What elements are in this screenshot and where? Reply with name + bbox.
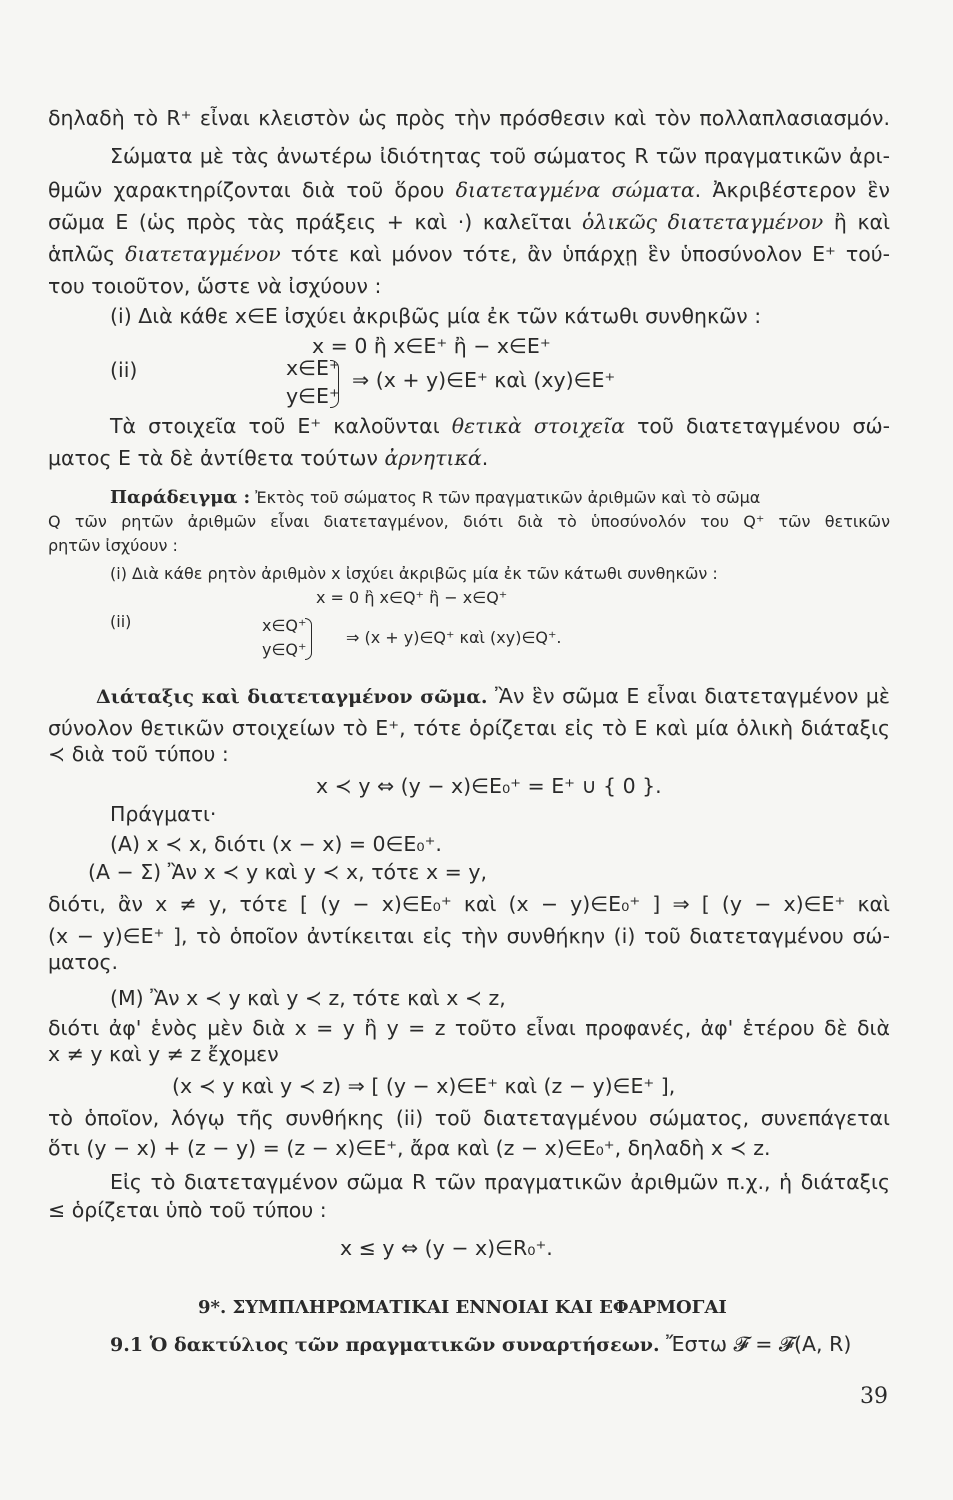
text-line: Πράγματι·: [110, 802, 217, 826]
page-number: 39: [860, 1384, 888, 1409]
text-line: ματος.: [48, 950, 118, 974]
text-line: Διάταξις καὶ διατεταγμένον σῶμα. Ἂν ἓν σῶμα E εἶναι διατεταγμένον μὲ: [96, 684, 891, 708]
text-line: (x − y)∈E⁺ ], τὸ ὁποῖον ἀντίκειται εἰς τὴν συνθήκην (i) τοῦ διατεταγμένου σώ-: [48, 924, 890, 948]
condition-i: (i) Διὰ κάθε x∈E ἰσχύει ἀκριβῶς μία ἐκ τῶν κάτωθι συνθηκῶν :: [110, 304, 762, 328]
condition-ii-label: (ii): [110, 358, 138, 382]
text-line: ≤ ὁρίζεται ὑπὸ τοῦ τύπου :: [48, 1198, 327, 1222]
formula: x = 0 ἢ x∈Q⁺ ἢ − x∈Q⁺: [316, 588, 508, 607]
text-line: διότι, ἂν x ≠ y, τότε [ (y − x)∈E₀⁺ καὶ (x − y)∈E₀⁺ ] ⇒ [ (y − x)∈E⁺ καὶ: [48, 892, 890, 916]
example-line: Παράδειγμα : Ἐκτὸς τοῦ σώματος R τῶν πραγματικῶν ἀριθμῶν καὶ τὸ σῶμα: [110, 487, 761, 508]
text-line: ὅτι (y − x) + (z − y) = (z − x)∈E⁺, ἄρα καὶ (z − x)∈E₀⁺, δηλαδὴ x ≺ z.: [48, 1136, 771, 1160]
text-line: σύνολον θετικῶν στοιχείων τὸ E⁺, τότε ὁρίζεται εἰς τὸ E καὶ μία ὁλικὴ διάταξις: [48, 716, 890, 740]
formula: x∈E⁺: [286, 356, 340, 380]
text-line: του τοιοῦτον, ὥστε νὰ ἰσχύουν :: [48, 274, 382, 298]
brace: [305, 618, 312, 660]
formula: y∈E⁺: [286, 384, 340, 408]
text-line: ἁπλῶς διατεταγμένον τότε καὶ μόνον τότε, ἂν ὑπάρχῃ ἓν ὑποσύνολον E⁺ τού-: [48, 242, 890, 266]
example-line: Q τῶν ρητῶν ἀριθμῶν εἶναι διατεταγμένον, διότι διὰ τὸ ὑποσύνολόν του Q⁺ τῶν θετικῶν: [48, 512, 890, 531]
formula: ⇒ (x + y)∈E⁺ καὶ (xy)∈E⁺: [352, 368, 616, 392]
example-condition-ii-label: (ii): [110, 612, 132, 631]
text-line: ματος E τὰ δὲ ἀντίθετα τούτων ἀρνητικά.: [48, 446, 489, 470]
text-line: θμῶν χαρακτηρίζονται διὰ τοῦ ὅρου διατεταγμένα σώματα. Ἀκριβέστερον ἓν: [48, 178, 890, 202]
formula: x∈Q⁺: [262, 616, 307, 635]
formula: (x ≺ y καὶ y ≺ z) ⇒ [ (y − x)∈E⁺ καὶ (z − y)∈E⁺ ],: [172, 1074, 676, 1098]
formula: x ≺ y ⇔ (y − x)∈E₀⁺ = E⁺ ∪ { 0 }.: [316, 774, 662, 798]
text-line: σῶμα E (ὡς πρὸς τὰς πράξεις + καὶ ·) καλεῖται ὁλικῶς διατεταγμένον ἢ καὶ: [48, 210, 891, 234]
text-line: διότι ἀφ' ἑνὸς μὲν διὰ x = y ἢ y = z τοῦτο εἶναι προφανές, ἀφ' ἑτέρου δὲ διὰ: [48, 1016, 890, 1040]
text-line: (A) x ≺ x, διότι (x − x) = 0∈E₀⁺.: [110, 832, 442, 856]
formula: y∈Q⁺: [262, 640, 307, 659]
text-line: Σώματα μὲ τὰς ἀνωτέρω ἰδιότητας τοῦ σώματος R τῶν πραγματικῶν ἀρι-: [110, 144, 890, 168]
text-line: Τὰ στοιχεῖα τοῦ E⁺ καλοῦνται θετικὰ στοιχεῖα τοῦ διατεταγμένου σώ-: [110, 414, 891, 438]
example-line: ρητῶν ἰσχύουν :: [48, 536, 178, 555]
text-line: x ≠ y καὶ y ≠ z ἔχομεν: [48, 1042, 279, 1066]
formula: ⇒ (x + y)∈Q⁺ καὶ (xy)∈Q⁺.: [346, 628, 562, 647]
subsection-line: 9.1 Ὁ δακτύλιος τῶν πραγματικῶν συναρτήσεων. Ἔστω 𝓕 = 𝓕(A, R): [110, 1332, 852, 1356]
formula: x ≤ y ⇔ (y − x)∈R₀⁺.: [340, 1236, 553, 1260]
example-condition-i: (i) Διὰ κάθε ρητὸν ἀριθμὸν x ἰσχύει ἀκριβῶς μία ἐκ τῶν κάτωθι συνθηκῶν :: [110, 564, 718, 583]
brace: [330, 360, 339, 408]
formula: x = 0 ἢ x∈E⁺ ἢ − x∈E⁺: [312, 334, 551, 358]
text-line: (M) Ἂν x ≺ y καὶ y ≺ z, τότε καὶ x ≺ z,: [110, 986, 506, 1010]
text-line: τὸ ὁποῖον, λόγῳ τῆς συνθήκης (ii) τοῦ διατεταγμένου σώματος, συνεπάγεται: [48, 1106, 890, 1130]
text-line: (A − Σ) Ἂν x ≺ y καὶ y ≺ x, τότε x = y,: [88, 860, 488, 884]
text-line: δηλαδὴ τὸ R⁺ εἶναι κλειστὸν ὡς πρὸς τὴν πρόσθεσιν καὶ τὸν πολλαπλασιασμόν.: [48, 106, 890, 130]
text-line: ≺ διὰ τοῦ τύπου :: [48, 742, 229, 766]
text-line: Εἰς τὸ διατεταγμένον σῶμα R τῶν πραγματικῶν ἀριθμῶν π.χ., ἡ διάταξις: [110, 1170, 890, 1194]
section-heading: 9*. ΣΥΜΠΛΗΡΩΜΑΤΙΚΑΙ ΕΝΝΟΙΑΙ ΚΑΙ ΕΦΑΡΜΟΓΑΙ: [198, 1297, 727, 1318]
